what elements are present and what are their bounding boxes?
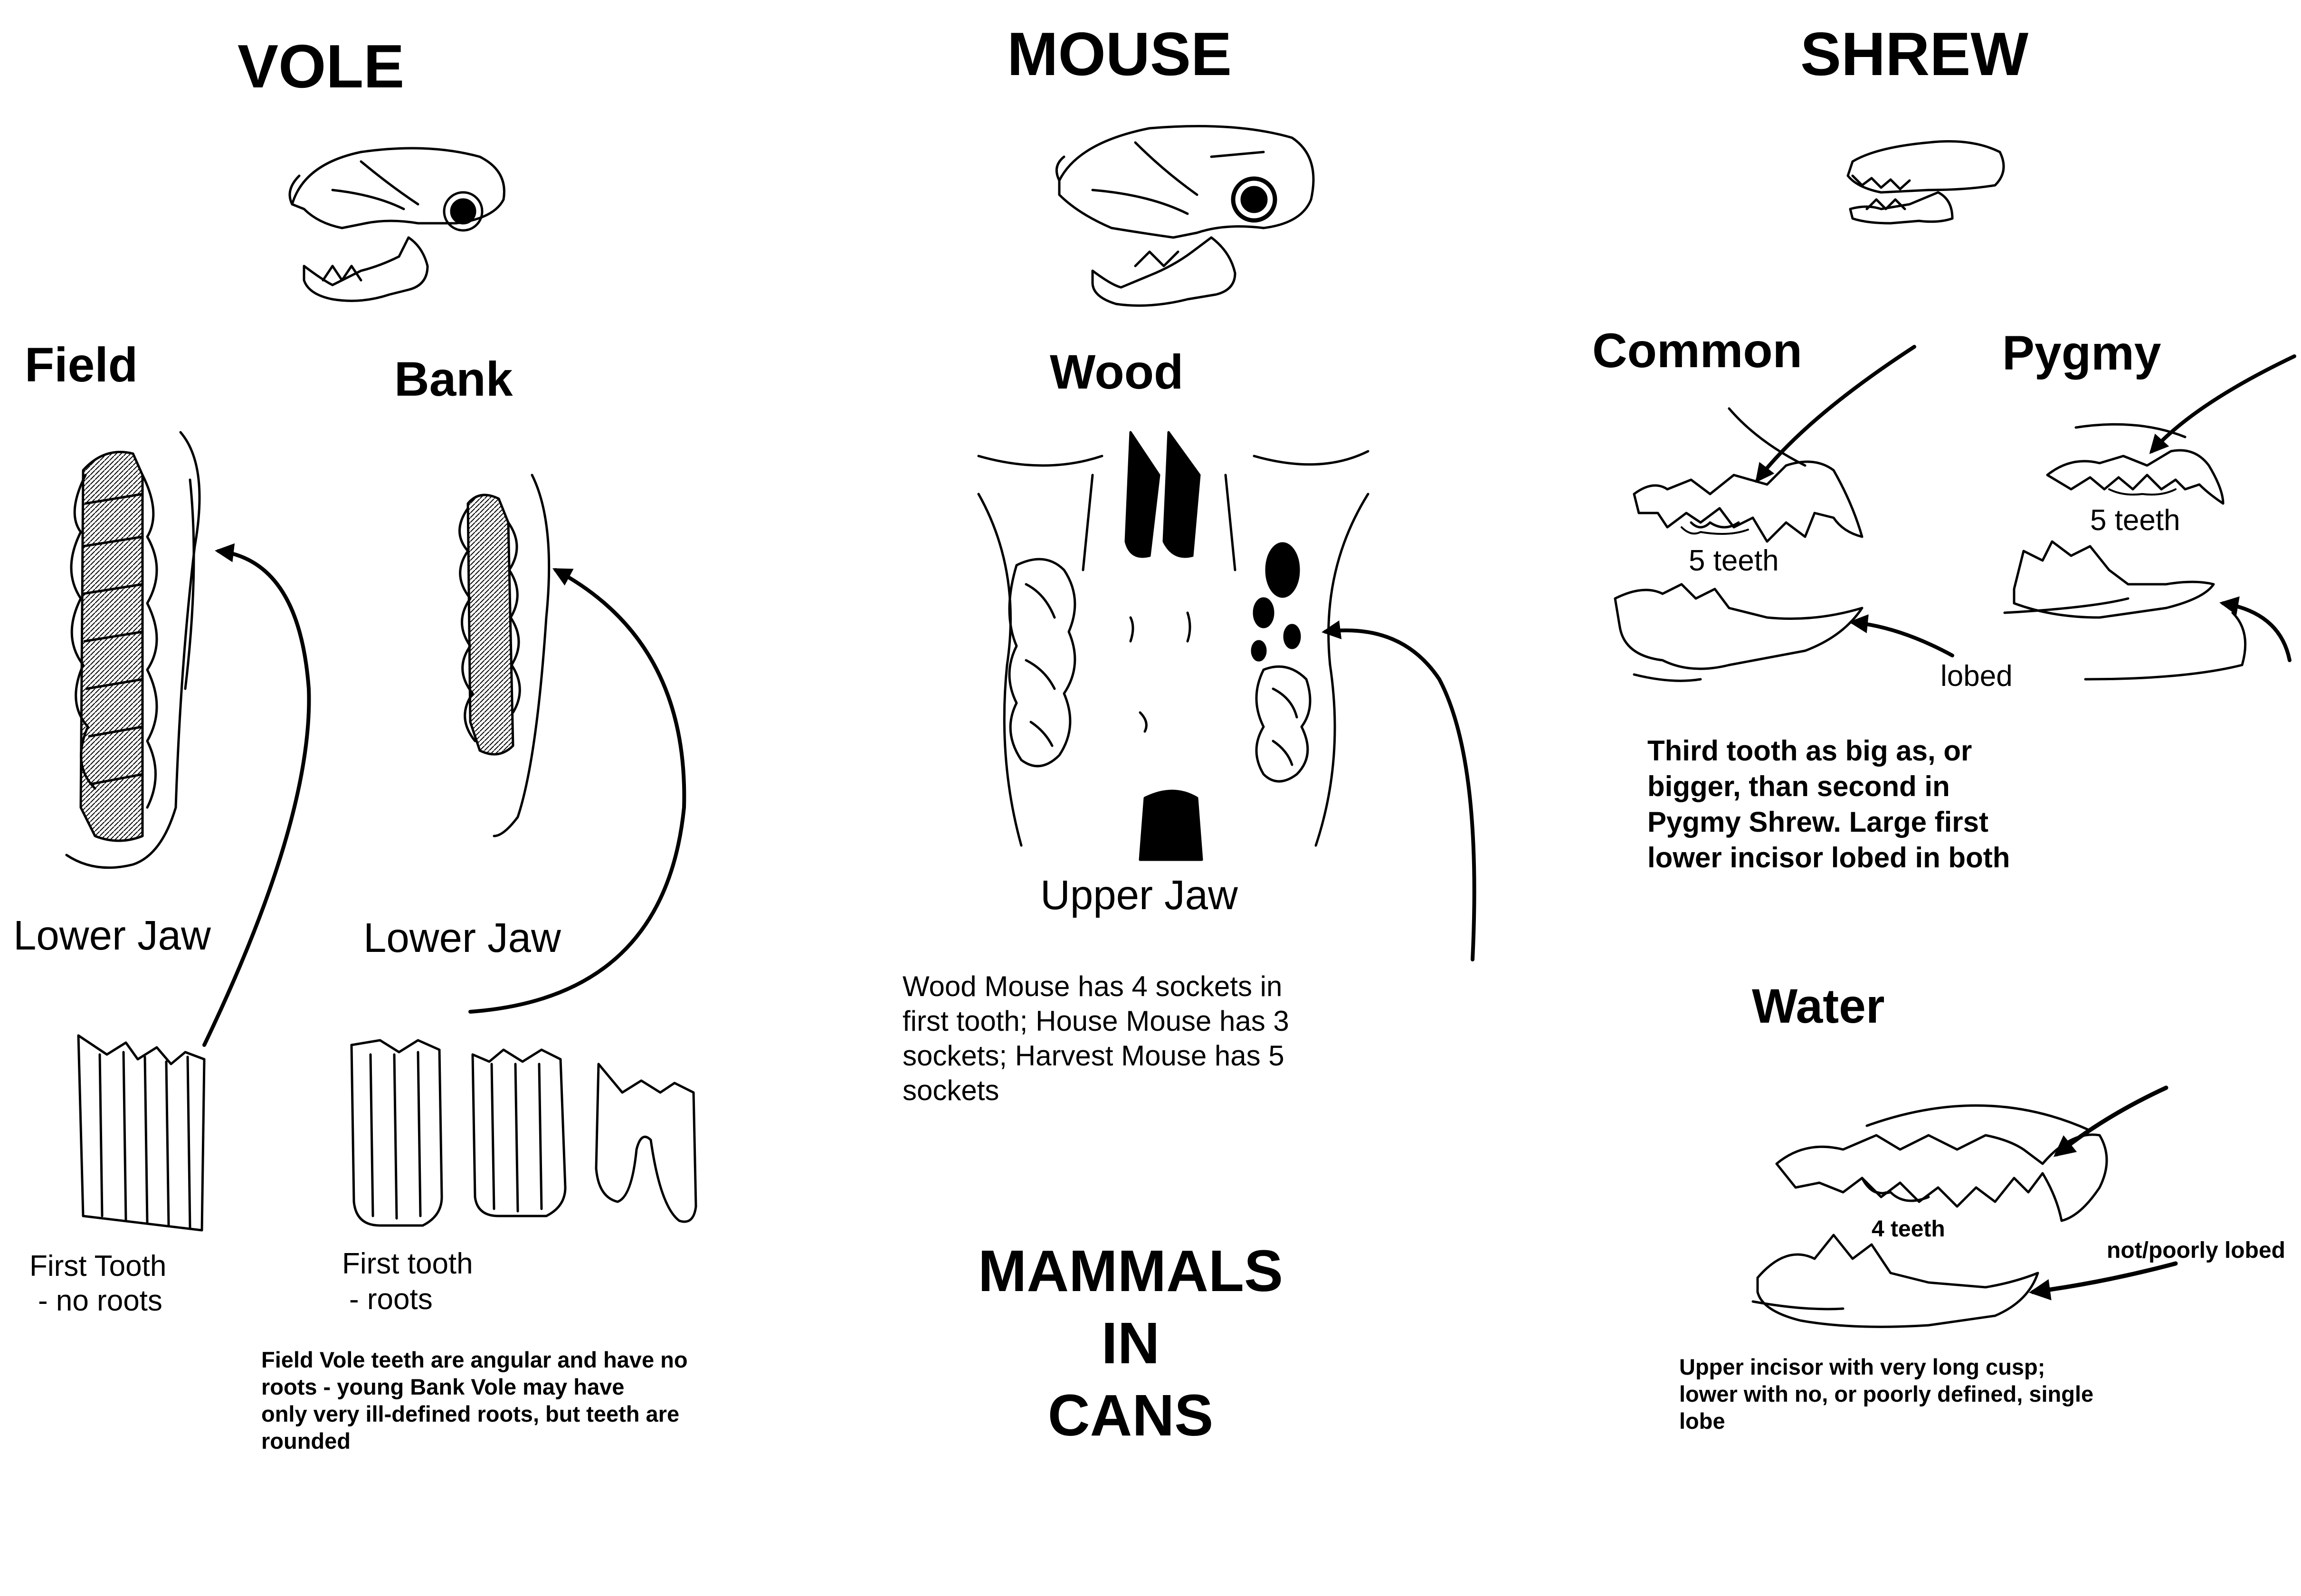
bank-vole-label: Bank	[394, 352, 513, 406]
field-vole-arrow	[204, 551, 309, 1045]
common-shrew-lobed-label: lobed	[1940, 660, 2013, 693]
water-note-line-2: lower with no, or poorly defined, single	[1679, 1381, 2094, 1406]
common-teeth-brace	[1682, 527, 1748, 534]
sheet-title-line-3: CANS	[1047, 1383, 1214, 1448]
mouse-note-line-1: Wood Mouse has 4 sockets in	[903, 970, 1283, 1002]
water-shrew-label: Water	[1752, 979, 1885, 1033]
field-vole-tooth-caption-line-1: First Tooth	[29, 1250, 167, 1282]
wood-mouse-jaw-caption: Upper Jaw	[1040, 872, 1238, 918]
sheet-title-line-2: IN	[1101, 1311, 1160, 1376]
common-pygmy-note-line-4: lower incisor lobed in both	[1647, 842, 2010, 874]
mouse-note-line-2: first tooth; House Mouse has 3	[903, 1005, 1289, 1037]
bank-vole-jaw-caption: Lower Jaw	[363, 915, 561, 961]
water-note-line-3: lobe	[1679, 1408, 1725, 1434]
vole-heading: VOLE	[238, 32, 405, 101]
common-shrew-teeth-count: 5 teeth	[1689, 544, 1779, 577]
vole-note-line-2: roots - young Bank Vole may have	[261, 1374, 625, 1399]
sheet-title-line-1: MAMMALS	[978, 1239, 1284, 1304]
common-shrew-label: Common	[1592, 323, 1802, 378]
wood-mouse-upper-jaw-drawing	[979, 432, 1368, 860]
water-note-line-1: Upper incisor with very long cusp;	[1679, 1354, 2045, 1379]
bank-vole-tooth-caption-line-1: First tooth	[342, 1247, 473, 1280]
mouse-note-line-3: sockets; Harvest Mouse has 5	[903, 1040, 1284, 1072]
field-vole-jaw-caption: Lower Jaw	[13, 912, 211, 959]
pygmy-shrew-arrow	[2152, 356, 2294, 451]
field-vole-jaw-drawing	[67, 432, 200, 868]
bank-vole-first-tooth-drawings	[352, 1040, 696, 1226]
vole-note-line-4: rounded	[261, 1428, 351, 1454]
pygmy-shrew-teeth-drawing	[2005, 424, 2245, 679]
water-shrew-teeth-count: 4 teeth	[1872, 1216, 1945, 1242]
wood-mouse-label: Wood	[1050, 345, 1184, 399]
mouse-heading: MOUSE	[1007, 20, 1232, 88]
shrew-skull-drawing	[1848, 142, 2004, 224]
bank-vole-tooth-caption-line-2: - roots	[349, 1283, 433, 1316]
common-pygmy-note-line-3: Pygmy Shrew. Large first	[1647, 806, 1989, 838]
pygmy-teeth-brace	[2109, 489, 2176, 494]
vole-note-line-1: Field Vole teeth are angular and have no	[261, 1347, 688, 1372]
field-vole-tooth-caption-line-2: - no roots	[38, 1284, 162, 1317]
water-shrew-lobe-label: not/poorly lobed	[2107, 1238, 2285, 1263]
vole-skull-drawing	[290, 148, 504, 301]
water-shrew-lobe-arrow	[2033, 1264, 2176, 1292]
water-shrew-arrow	[2057, 1088, 2166, 1154]
common-pygmy-note-line-1: Third tooth as big as, or	[1647, 735, 1972, 767]
mouse-skull-drawing	[1056, 126, 1313, 306]
pygmy-shrew-label: Pygmy	[2002, 326, 2161, 380]
wood-mouse-arrow	[1325, 630, 1474, 960]
common-pygmy-note-line-2: bigger, than second in	[1647, 770, 1950, 802]
bank-vole-jaw-drawing	[460, 475, 549, 836]
pygmy-shrew-teeth-count: 5 teeth	[2090, 504, 2180, 537]
common-shrew-lobe-arrow	[1853, 622, 1952, 656]
field-vole-first-tooth-drawing	[78, 1036, 204, 1230]
field-vole-label: Field	[25, 338, 138, 392]
vole-note-line-3: only very ill-defined roots, but teeth are	[261, 1401, 680, 1426]
shrew-heading: SHREW	[1800, 20, 2029, 88]
mouse-note-line-4: sockets	[903, 1074, 999, 1106]
